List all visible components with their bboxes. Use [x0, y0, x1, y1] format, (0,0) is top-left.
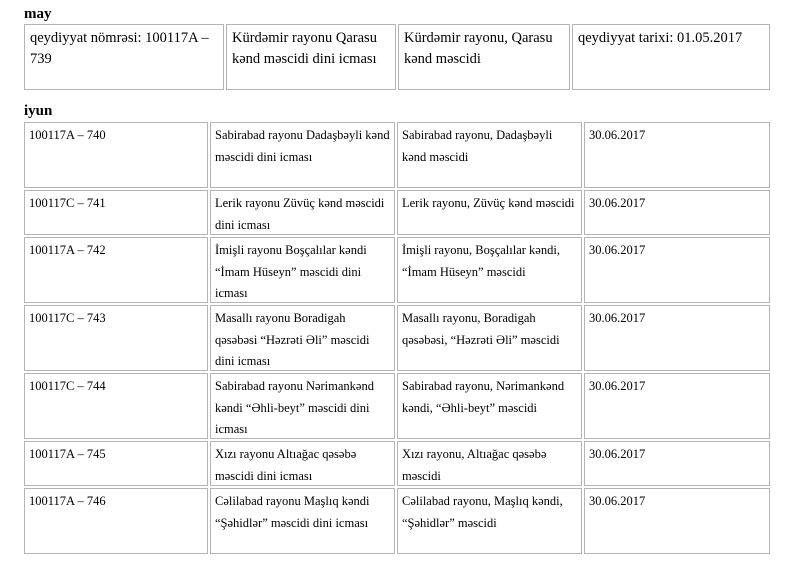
section-heading-iyun: iyun [24, 103, 53, 119]
table-row-number-cell: 100117A – 740 [24, 122, 208, 188]
table-row-number-cell: 100117A – 746 [24, 488, 208, 554]
table-row-date-cell: 30.06.2017 [584, 190, 770, 235]
table-row-number-cell: 100117C – 743 [24, 305, 208, 371]
table-row-address-cell: Masallı rayonu, Boradigah qəsəbəsi, “Həzrəti Əli” məscidi [397, 305, 582, 371]
table-row-address-cell: İmişli rayonu, Boşçalılar kəndi, “İmam Hüseyn” məscidi [397, 237, 582, 303]
table-row-date-cell: 30.06.2017 [584, 305, 770, 371]
table-row-address-cell: Sabirabad rayonu, Nərimankənd kəndi, “Əhli-beyt” məscidi [397, 373, 582, 439]
table-row-address-cell: Sabirabad rayonu, Dadaşbəyli kənd məscidi [397, 122, 582, 188]
table-row-address-cell: Xızı rayonu, Altıağac qəsəbə məscidi [397, 441, 582, 486]
table-row-community-cell: Lerik rayonu Züvüç kənd məscidi dini icması [210, 190, 395, 235]
table-row-community-cell: Sabirabad rayonu Nərimankənd kəndi “Əhli-beyt” məscidi dini icması [210, 373, 395, 439]
table-row-community-cell: Sabirabad rayonu Dadaşbəyli kənd məscidi dini icması [210, 122, 395, 188]
may-registration-date-cell: qeydiyyat tarixi: 01.05.2017 [572, 24, 770, 90]
may-mosque-address-cell: Kürdəmir rayonu, Qarasu kənd məscidi [398, 24, 570, 90]
table-row-address-cell: Lerik rayonu, Züvüç kənd məscidi [397, 190, 582, 235]
table-row-community-cell: Cəlilabad rayonu Maşlıq kəndi “Şəhidlər” məscidi dini icması [210, 488, 395, 554]
table-row-number-cell: 100117A – 742 [24, 237, 208, 303]
table-row-date-cell: 30.06.2017 [584, 237, 770, 303]
table-row-date-cell: 30.06.2017 [584, 488, 770, 554]
table-row-community-cell: Masallı rayonu Boradigah qəsəbəsi “Həzrəti Əli” məscidi dini icması [210, 305, 395, 371]
table-row-address-cell: Cəlilabad rayonu, Maşlıq kəndi, “Şəhidlər” məscidi [397, 488, 582, 554]
table-row-date-cell: 30.06.2017 [584, 373, 770, 439]
table-row-community-cell: İmişli rayonu Boşçalılar kəndi “İmam Hüseyn” məscidi dini icması [210, 237, 395, 303]
table-row-number-cell: 100117C – 744 [24, 373, 208, 439]
table-row-community-cell: Xızı rayonu Altıağac qəsəbə məscidi dini icması [210, 441, 395, 486]
table-row-number-cell: 100117C – 741 [24, 190, 208, 235]
may-community-name-cell: Kürdəmir rayonu Qarasu kənd məscidi dini icması [226, 24, 396, 90]
table-row-date-cell: 30.06.2017 [584, 122, 770, 188]
table-row-number-cell: 100117A – 745 [24, 441, 208, 486]
table-row-date-cell: 30.06.2017 [584, 441, 770, 486]
section-heading-may: may [24, 6, 52, 22]
may-registration-number-cell: qeydiyyat nömrəsi: 100117A – 739 [24, 24, 224, 90]
